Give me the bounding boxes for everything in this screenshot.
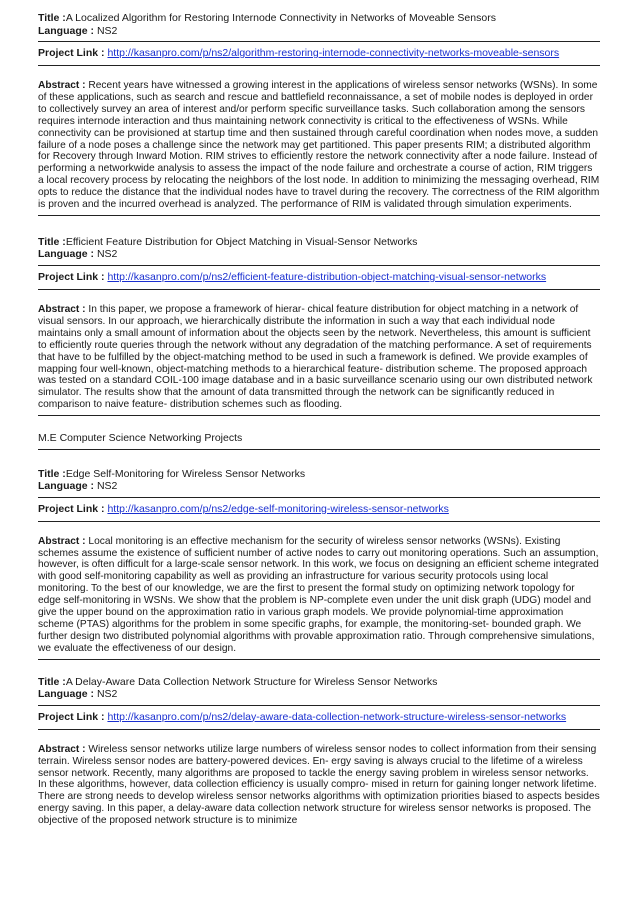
divider xyxy=(38,415,600,416)
abstract-label: Abstract : xyxy=(38,80,86,91)
project-language-line xyxy=(38,688,600,701)
abstract-text: Recent years have witnessed a growing interest in the applications of wireless sensor networks (WSNs). In some of these applications, such as search and rescue and battlefield reconnaissance, a set of mobile nodes is deployed in order to collectively survey an area of interest and/or perform specific surveillance tasks. Such collaboration among the sensors requires internode interaction and thus maintaining network connectivity is critical to the effectiveness of WSNs. While connectivity can be provisioned at startup time and then sustained through careful coordination when nodes move, a sudden failure of a node poses a challenge since the network may get partitioned. This paper presents RIM; a distributed algorithm for Recovery through Inward Motion. RIM strives to efficiently restore the network connectivity after a node failure. Instead of performing a networkwide analysis to assess the impact of the node failure and orchestrate a course of action, RIM triggers a local recovery process by relocating the neighbors of the lost node. In addition to minimizing the messaging overhead, RIM opts to reduce the distance that the individual nodes have to travel during the recovery. The correctness of the RIM algorithm is proven and the incurred overhead is analyzed. The performance of RIM is validated through simulation experiments. xyxy=(38,80,600,211)
project-language: NS2 xyxy=(96,480,118,493)
abstract-text: Wireless sensor networks utilize large numbers of wireless sensor nodes to collect information from their sensing terrain. Wireless sensor nodes are battery-powered devices. En- ergy saving is always crucial to the lifetime of a wireless sensor network. Recently, many algorithms are proposed to tackle the energy saving problem in wireless sensor networks. In these algorithms, however, data collection efficiency is usually compro- mised in return for gaining longer network lifetime. There are strong needs to develop wireless sensor networks algorithms with optimization priorities biased to aspects besides energy saving. In this paper, a delay-aware data collection network structure for wireless sensor networks is proposed. The objective of the proposed network structure is to minimize xyxy=(38,743,600,827)
project-title-line xyxy=(38,12,600,25)
project-title-line xyxy=(38,468,600,481)
project-link-line xyxy=(38,711,600,724)
project-link-label: Project Link : xyxy=(38,502,105,515)
project-abstract xyxy=(38,80,600,211)
project-title: Edge Self-Monitoring for Wireless Sensor Networks xyxy=(65,467,306,480)
abstract-text: In this paper, we propose a framework of hierar- chical feature distribution for object matching in a network of visual sensors. In our approach, we hierarchically distribute the information in such a way that each individual node maintains only a small amount of information about the objects seen by the network. Nevertheless, this amount is sufficient to efficiently route queries through the network without any degradation of the matching performance. A set of requirements that have to be fulfilled by the object-matching method to be used in such a framework is defined. We provide examples of mapping four well-known, object-matching methods to a hierarchical feature- distribution scheme. The proposed approach was tested on a standard COIL-100 image database and in a basic surveillance scenario using our own distributed network simulator. The results show that the amount of data transmitted through the network can be significantly reduced in comparison to naive feature- distribution schemes such as flooding. xyxy=(38,303,593,411)
title-label: Title : xyxy=(38,675,66,688)
project-abstract xyxy=(38,536,600,655)
divider xyxy=(38,265,600,266)
project-entry xyxy=(38,676,600,827)
project-link-line xyxy=(38,271,600,284)
project-language: NS2 xyxy=(96,688,118,701)
project-entry xyxy=(38,468,600,660)
project-link[interactable]: http://kasanpro.com/p/ns2/algorithm-restoring-internode-connectivity-networks-moveable-sensors xyxy=(107,47,560,59)
project-title: A Localized Algorithm for Restoring Internode Connectivity in Networks of Moveable Sensors xyxy=(65,12,496,24)
project-title: Efficient Feature Distribution for Object Matching in Visual-Sensor Networks xyxy=(65,235,418,248)
divider xyxy=(38,41,600,42)
project-link-label: Project Link : xyxy=(38,710,105,723)
project-link-line xyxy=(38,503,600,516)
language-label: Language : xyxy=(38,248,95,261)
section-heading: M.E Computer Science Networking Projects xyxy=(38,432,243,445)
project-title-line xyxy=(38,676,600,689)
language-label: Language : xyxy=(38,480,95,493)
title-label: Title : xyxy=(38,12,66,24)
project-link-label: Project Link : xyxy=(38,47,105,59)
language-label: Language : xyxy=(38,688,95,701)
project-abstract xyxy=(38,304,600,411)
title-label: Title : xyxy=(38,235,66,248)
divider xyxy=(38,521,600,522)
project-entry xyxy=(38,12,600,216)
project-language-line xyxy=(38,480,600,493)
project-title-line xyxy=(38,236,600,249)
divider xyxy=(38,289,600,290)
divider xyxy=(38,449,600,450)
project-link-line xyxy=(38,47,600,60)
divider xyxy=(38,65,600,66)
divider xyxy=(38,659,600,660)
project-language-line xyxy=(38,248,600,261)
language-label: Language : xyxy=(38,24,95,37)
project-abstract xyxy=(38,744,600,827)
abstract-label: Abstract : xyxy=(38,535,86,547)
divider xyxy=(38,705,600,706)
divider xyxy=(38,497,600,498)
project-entry xyxy=(38,236,600,416)
abstract-text: Local monitoring is an effective mechanism for the security of wireless sensor networks (WSNs). Existing schemes assume the existence of sufficient number of active nodes to carry out monitoring operations. Such an assumption, however, is often difficult for a large-scale sensor network. In this work, we focus on designing an efficient scheme integrated with good self-monitoring capability as well as providing an infrastructure for various security protocols using local monitoring. To the best of our knowledge, we are the first to present the formal study on optimizing network topology for edge self-monitoring in WSNs. We show that the problem is NP-complete even under the unit disk graph (UDG) model and give the upper bound on the approximation ratio in various graph models. We provide polynomial-time approximation scheme (PTAS) algorithms for the problem in some specific graphs, for example, the monitoring-set- bounded graph. We further design two distributed polynomial algorithms with provable approximation ratio. Through comprehensive simulations, we evaluate the effectiveness of our design. xyxy=(38,535,599,654)
project-language: NS2 xyxy=(96,24,118,37)
divider xyxy=(38,215,600,216)
abstract-label: Abstract : xyxy=(38,303,86,315)
divider xyxy=(38,729,600,730)
project-link[interactable]: http://kasanpro.com/p/ns2/efficient-feature-distribution-object-matching-visual-sensor-networks xyxy=(107,270,547,283)
project-link[interactable]: http://kasanpro.com/p/ns2/edge-self-monitoring-wireless-sensor-networks xyxy=(107,502,449,515)
project-language-line xyxy=(38,25,600,38)
project-title: A Delay-Aware Data Collection Network Structure for Wireless Sensor Networks xyxy=(65,675,438,688)
project-language: NS2 xyxy=(96,248,118,261)
document-page xyxy=(38,12,600,827)
title-label: Title : xyxy=(38,467,66,480)
abstract-label: Abstract : xyxy=(38,743,86,755)
project-link-label: Project Link : xyxy=(38,270,105,283)
project-link[interactable]: http://kasanpro.com/p/ns2/delay-aware-data-collection-network-structure-wireless-sensor-networks xyxy=(107,710,567,723)
